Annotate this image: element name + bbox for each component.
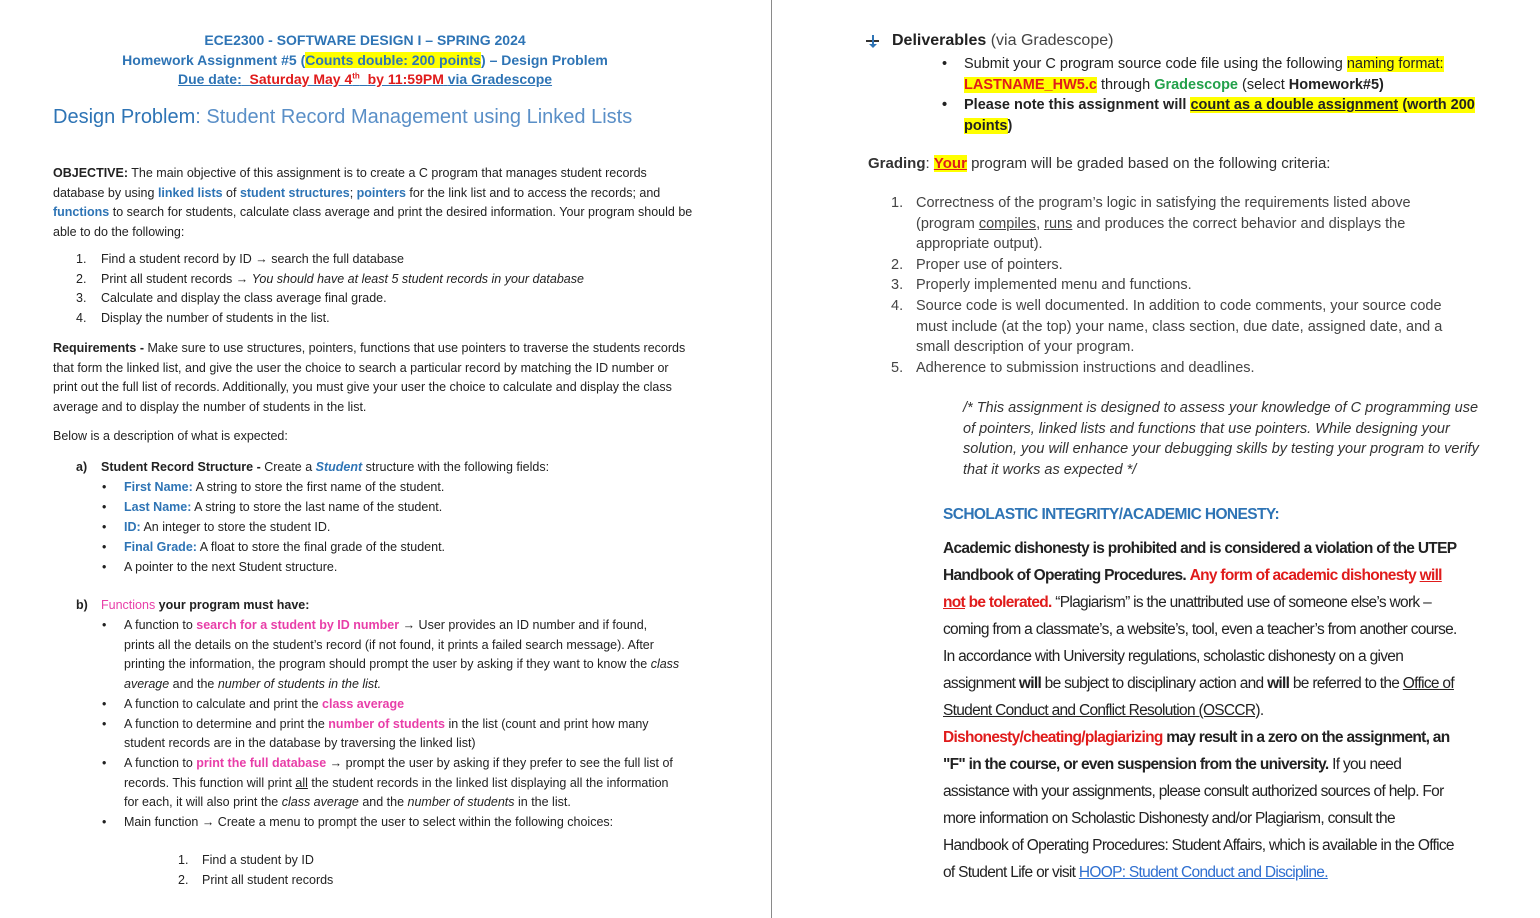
function-italic: class average <box>124 657 680 691</box>
task-text: Find a student record by ID → search the full database <box>101 252 404 266</box>
objective-student-structures: student structures <box>239 185 350 200</box>
criteria-underline: runs <box>1044 215 1073 232</box>
hoop-link[interactable]: HOOP: Student Conduct and Discipline. <box>1078 864 1328 881</box>
criteria-list <box>891 193 1471 378</box>
objective-text-5: to search for students, calculate class average and print the desired information. Your program should be able to do the following: <box>53 205 693 239</box>
right-page <box>773 0 1540 918</box>
criteria-item <box>891 358 1471 379</box>
homework-title-suffix: ) – Design Problem <box>481 52 608 68</box>
function-highlight: class average <box>322 696 405 711</box>
function-text: and the <box>358 795 408 809</box>
design-problem-label: Design Problem <box>53 106 196 128</box>
criteria-number: 3. <box>891 277 904 294</box>
due-date-line <box>0 71 730 87</box>
grading-heading <box>868 155 1330 172</box>
menu-choice-text: Print all student records <box>202 872 334 887</box>
integrity-text: be referred to the <box>1289 675 1403 692</box>
grading-colon: : <box>925 155 934 172</box>
menu-choice-number: 2. <box>178 872 189 887</box>
function-text: in the list (count and print how many student records are in the database by traversing the linked list) <box>124 716 649 750</box>
criteria-underline: compiles <box>978 215 1037 232</box>
function-italic: number of students <box>407 795 515 809</box>
field-desc: A string to store the last name of the student. <box>191 500 443 514</box>
task-item <box>76 270 584 290</box>
requirements-paragraph <box>53 339 693 417</box>
function-text: and the <box>169 676 218 691</box>
task-item <box>76 289 584 309</box>
field-item <box>101 558 681 578</box>
due-date-text: Saturday May 4 <box>249 71 353 87</box>
integrity-paragraph-2 <box>943 724 1463 886</box>
objective-text-1: The main objective of this assignment is to create a C program that manages student records database by using <box>53 166 647 200</box>
function-list <box>101 616 681 833</box>
section-a-label: Student Record Structure - <box>101 460 261 474</box>
objective-linked-lists: linked lists <box>157 185 223 200</box>
page-divider <box>771 0 772 918</box>
function-text: the student records in the linked list displaying all the information for each, it will also print the <box>124 775 669 809</box>
function-italic: class average <box>281 795 359 809</box>
task-item <box>76 309 584 329</box>
field-list <box>101 478 681 578</box>
integrity-text: . <box>1259 702 1264 719</box>
task-number: 4. <box>76 310 87 325</box>
section-a-text-1: Create a <box>260 460 316 474</box>
function-item-average <box>101 695 681 715</box>
function-highlight: number of students <box>328 716 445 731</box>
worth-points-highlight: (worth 200 points <box>964 97 1475 134</box>
task-number: 2. <box>76 271 87 286</box>
task-list <box>76 250 584 328</box>
field-item <box>101 518 681 538</box>
integrity-text: “Plagiarism” is the unattributed use of someone else’s work – coming from a classmate’s, a website’s, tool, even a teacher’s from another course. In accordance with University regulations, scholastic dishonesty on a given assignment <box>943 594 1457 692</box>
section-b-functions: Functions <box>101 598 156 612</box>
field-desc: A string to store the first name of the student. <box>192 480 445 494</box>
assessment-note: /* This assignment is designed to assess your knowledge of C programming use of pointers, linked lists and functions that use pointers. While designing your solution, you will enhance your debugging skills by testing your program to verify that it works as expected */ <box>963 400 1479 478</box>
task-text: Display the number of students in the list. <box>101 310 330 325</box>
naming-format-label: naming format: <box>1346 56 1444 72</box>
design-problem-subtitle: : Student Record Management using Linked Lists <box>195 106 633 128</box>
file-name: LASTNAME_HW5.c <box>964 76 1097 93</box>
menu-choice-item <box>178 851 333 871</box>
deliverable-text: (select <box>1238 76 1289 93</box>
field-desc: A float to store the final grade of the student. <box>196 540 446 554</box>
integrity-red: be tolerated. <box>965 594 1052 611</box>
gradescope-label: Gradescope <box>1154 76 1239 93</box>
osccr-office: Office of Student Conduct and Conflict Resolution (OSCCR) <box>943 675 1454 719</box>
criteria-text: Properly implemented menu and functions. <box>916 277 1192 294</box>
field-name: First Name: <box>124 480 193 494</box>
deliverable-text: through <box>1096 76 1155 93</box>
integrity-red: Any form of academic dishonesty <box>1189 567 1420 584</box>
grading-rest: program will be graded based on the following criteria: <box>966 155 1331 172</box>
section-a-text-2: structure with the following fields: <box>362 460 550 474</box>
section-b-number: b) <box>76 598 88 612</box>
function-highlight: search for a student by ID number <box>196 618 400 632</box>
criteria-text: Correctness of the program’s logic in satisfying the requirements listed above (program <box>916 195 1411 232</box>
deliverable-text: Please note this assignment will <box>964 97 1191 114</box>
counts-double-highlight: Counts double: 200 points <box>305 52 482 68</box>
field-name: Last Name: <box>124 500 192 514</box>
objective-label: OBJECTIVE: <box>53 166 129 180</box>
homework-title-prefix: Homework Assignment #5 ( <box>122 52 306 68</box>
grading-your: Your <box>933 155 967 172</box>
function-item-main <box>101 813 681 833</box>
function-text: A function to <box>124 756 197 770</box>
integrity-text: If you need assistance with your assignments, please consult authorized sources of help. For more information on Scholastic Dishonesty and/or Plagiarism, consult the Handbook of Operating Procedures: Student Affairs, which is available in the Office of Student Life or visit <box>943 756 1454 881</box>
integrity-bold: may result in a zero on the assignment, an "F" in the course, or even suspension from the university. <box>943 729 1450 773</box>
homework-title <box>0 52 730 68</box>
criteria-item <box>891 193 1471 255</box>
design-problem-title <box>53 106 632 129</box>
field-desc: A pointer to the next Student structure. <box>124 560 338 574</box>
function-text: A function to <box>124 618 197 632</box>
deliverables-title: Deliverables <box>892 32 987 49</box>
deliverables-heading <box>892 32 1113 50</box>
section-a-heading <box>76 457 549 477</box>
criteria-text: , <box>1036 215 1045 232</box>
field-item <box>101 478 681 498</box>
section-a-number: a) <box>76 460 88 474</box>
criteria-text: Source code is well documented. In addition to code comments, your source code must include (at the top) your name, class section, due date, assigned date, and a small description of your program. <box>916 297 1443 356</box>
function-text: → User provides an ID number and if found, prints all the details on the student’s record (if not found, it prints a failed search message). After printing the information, the program should prompt the user by asking if they want to know the <box>124 618 654 671</box>
objective-text-4: for the link list and to access the records; and <box>405 185 661 200</box>
objective-text-3: ; <box>349 185 357 200</box>
field-item <box>101 498 681 518</box>
menu-choice-text: Find a student by ID <box>202 853 314 867</box>
integrity-text: be subject to disciplinary action and <box>1041 675 1268 692</box>
function-item-count <box>101 715 681 754</box>
criteria-number: 4. <box>891 297 904 314</box>
function-item-print <box>101 754 681 813</box>
function-text: Main function → Create a menu to prompt the user to select within the following choices: <box>124 815 614 829</box>
deliverable-text: ) <box>1007 117 1013 134</box>
criteria-number: 2. <box>891 256 904 273</box>
function-text: A function to determine and print the <box>124 716 329 731</box>
criteria-item <box>891 255 1471 276</box>
integrity-red: Dishonesty/cheating/plagiarizing <box>943 729 1163 746</box>
due-label <box>178 71 552 87</box>
task-text: Calculate and display the class average final grade. <box>101 291 387 305</box>
below-description: Below is a description of what is expected: <box>53 429 288 443</box>
task-item <box>76 250 584 270</box>
criteria-item <box>891 296 1471 358</box>
menu-choice-list <box>178 851 333 890</box>
section-b-rest: your program must have: <box>155 598 310 612</box>
objective-functions: functions <box>53 205 110 219</box>
double-assignment-highlight: count as a double assignment <box>1190 97 1399 114</box>
task-text: Print all student records → <box>101 271 252 286</box>
course-title: ECE2300 - SOFTWARE DESIGN I – SPRING 2024 <box>204 32 526 48</box>
function-item-search <box>101 616 681 694</box>
task-italic: You should have at least 5 student records in your database <box>251 271 584 286</box>
deliverables-via: (via Gradescope) <box>986 32 1114 49</box>
due-label-text: Due date: <box>177 71 242 87</box>
objective-pointers: pointers <box>356 185 406 200</box>
integrity-will: will <box>1267 675 1290 692</box>
field-name: Final Grade: <box>124 540 197 554</box>
task-number: 3. <box>76 291 87 305</box>
down-arrow-bullet-icon <box>866 35 880 49</box>
requirements-text: Make sure to use structures, pointers, functions that use pointers to traverse the students records that form the linked list, and give the user the choice to search a particular record by matching the ID number or print out the full list of records. Additionally, you must give your user the choice to calculate and display the class average and to display the number of students in the list. <box>53 341 686 414</box>
menu-choice-item <box>178 871 333 891</box>
function-italic: number of students in the list. <box>217 676 382 691</box>
grading-label: Grading <box>868 155 926 172</box>
field-item <box>101 538 681 558</box>
requirements-label: Requirements - <box>53 341 144 355</box>
integrity-red-underline: will not <box>943 567 1442 611</box>
function-text: A function to calculate and print the <box>124 696 323 711</box>
task-number: 1. <box>76 252 87 266</box>
function-underline: all <box>295 775 308 790</box>
due-date <box>250 71 360 87</box>
field-name: ID: <box>124 520 141 534</box>
criteria-text: Proper use of pointers. <box>916 256 1063 273</box>
integrity-paragraph <box>943 535 1463 886</box>
integrity-paragraph-1 <box>943 535 1463 724</box>
due-via: via Gradescope <box>447 71 553 87</box>
criteria-number: 5. <box>891 359 904 376</box>
due-date-sup: th <box>352 71 360 81</box>
deliverable-text: Submit your C program source code file using the following <box>964 56 1347 72</box>
section-b-heading <box>76 595 309 615</box>
due-time: by 11:59PM <box>367 71 444 87</box>
function-text: in the list. <box>514 795 571 809</box>
integrity-will: will <box>1018 675 1042 692</box>
objective-paragraph <box>53 164 693 242</box>
function-highlight: print the full database <box>196 756 327 770</box>
function-text: → prompt the user by asking if they prefer to see the full list of records. This function will print <box>124 756 673 790</box>
deliverables-list <box>941 54 1501 136</box>
homework-select-label: Homework#5) <box>1288 76 1384 93</box>
menu-choice-number: 1. <box>178 853 189 867</box>
criteria-item <box>891 275 1471 296</box>
criteria-number: 1. <box>891 195 904 211</box>
deliverable-item-double <box>941 95 1501 136</box>
integrity-heading: SCHOLASTIC INTEGRITY/ACADEMIC HONESTY: <box>943 506 1280 523</box>
criteria-text: Adherence to submission instructions and deadlines. <box>916 359 1255 376</box>
section-a-student: Student <box>315 460 363 474</box>
objective-text-2: of <box>222 185 240 200</box>
criteria-text: and produces the correct behavior and displays the appropriate output). <box>916 215 1406 253</box>
deliverable-item-submit <box>941 54 1501 95</box>
integrity-bold: Academic dishonesty is prohibited and is considered a violation of the UTEP Handbook of Operating Procedures. <box>943 540 1457 584</box>
field-desc: An integer to store the student ID. <box>140 520 331 534</box>
